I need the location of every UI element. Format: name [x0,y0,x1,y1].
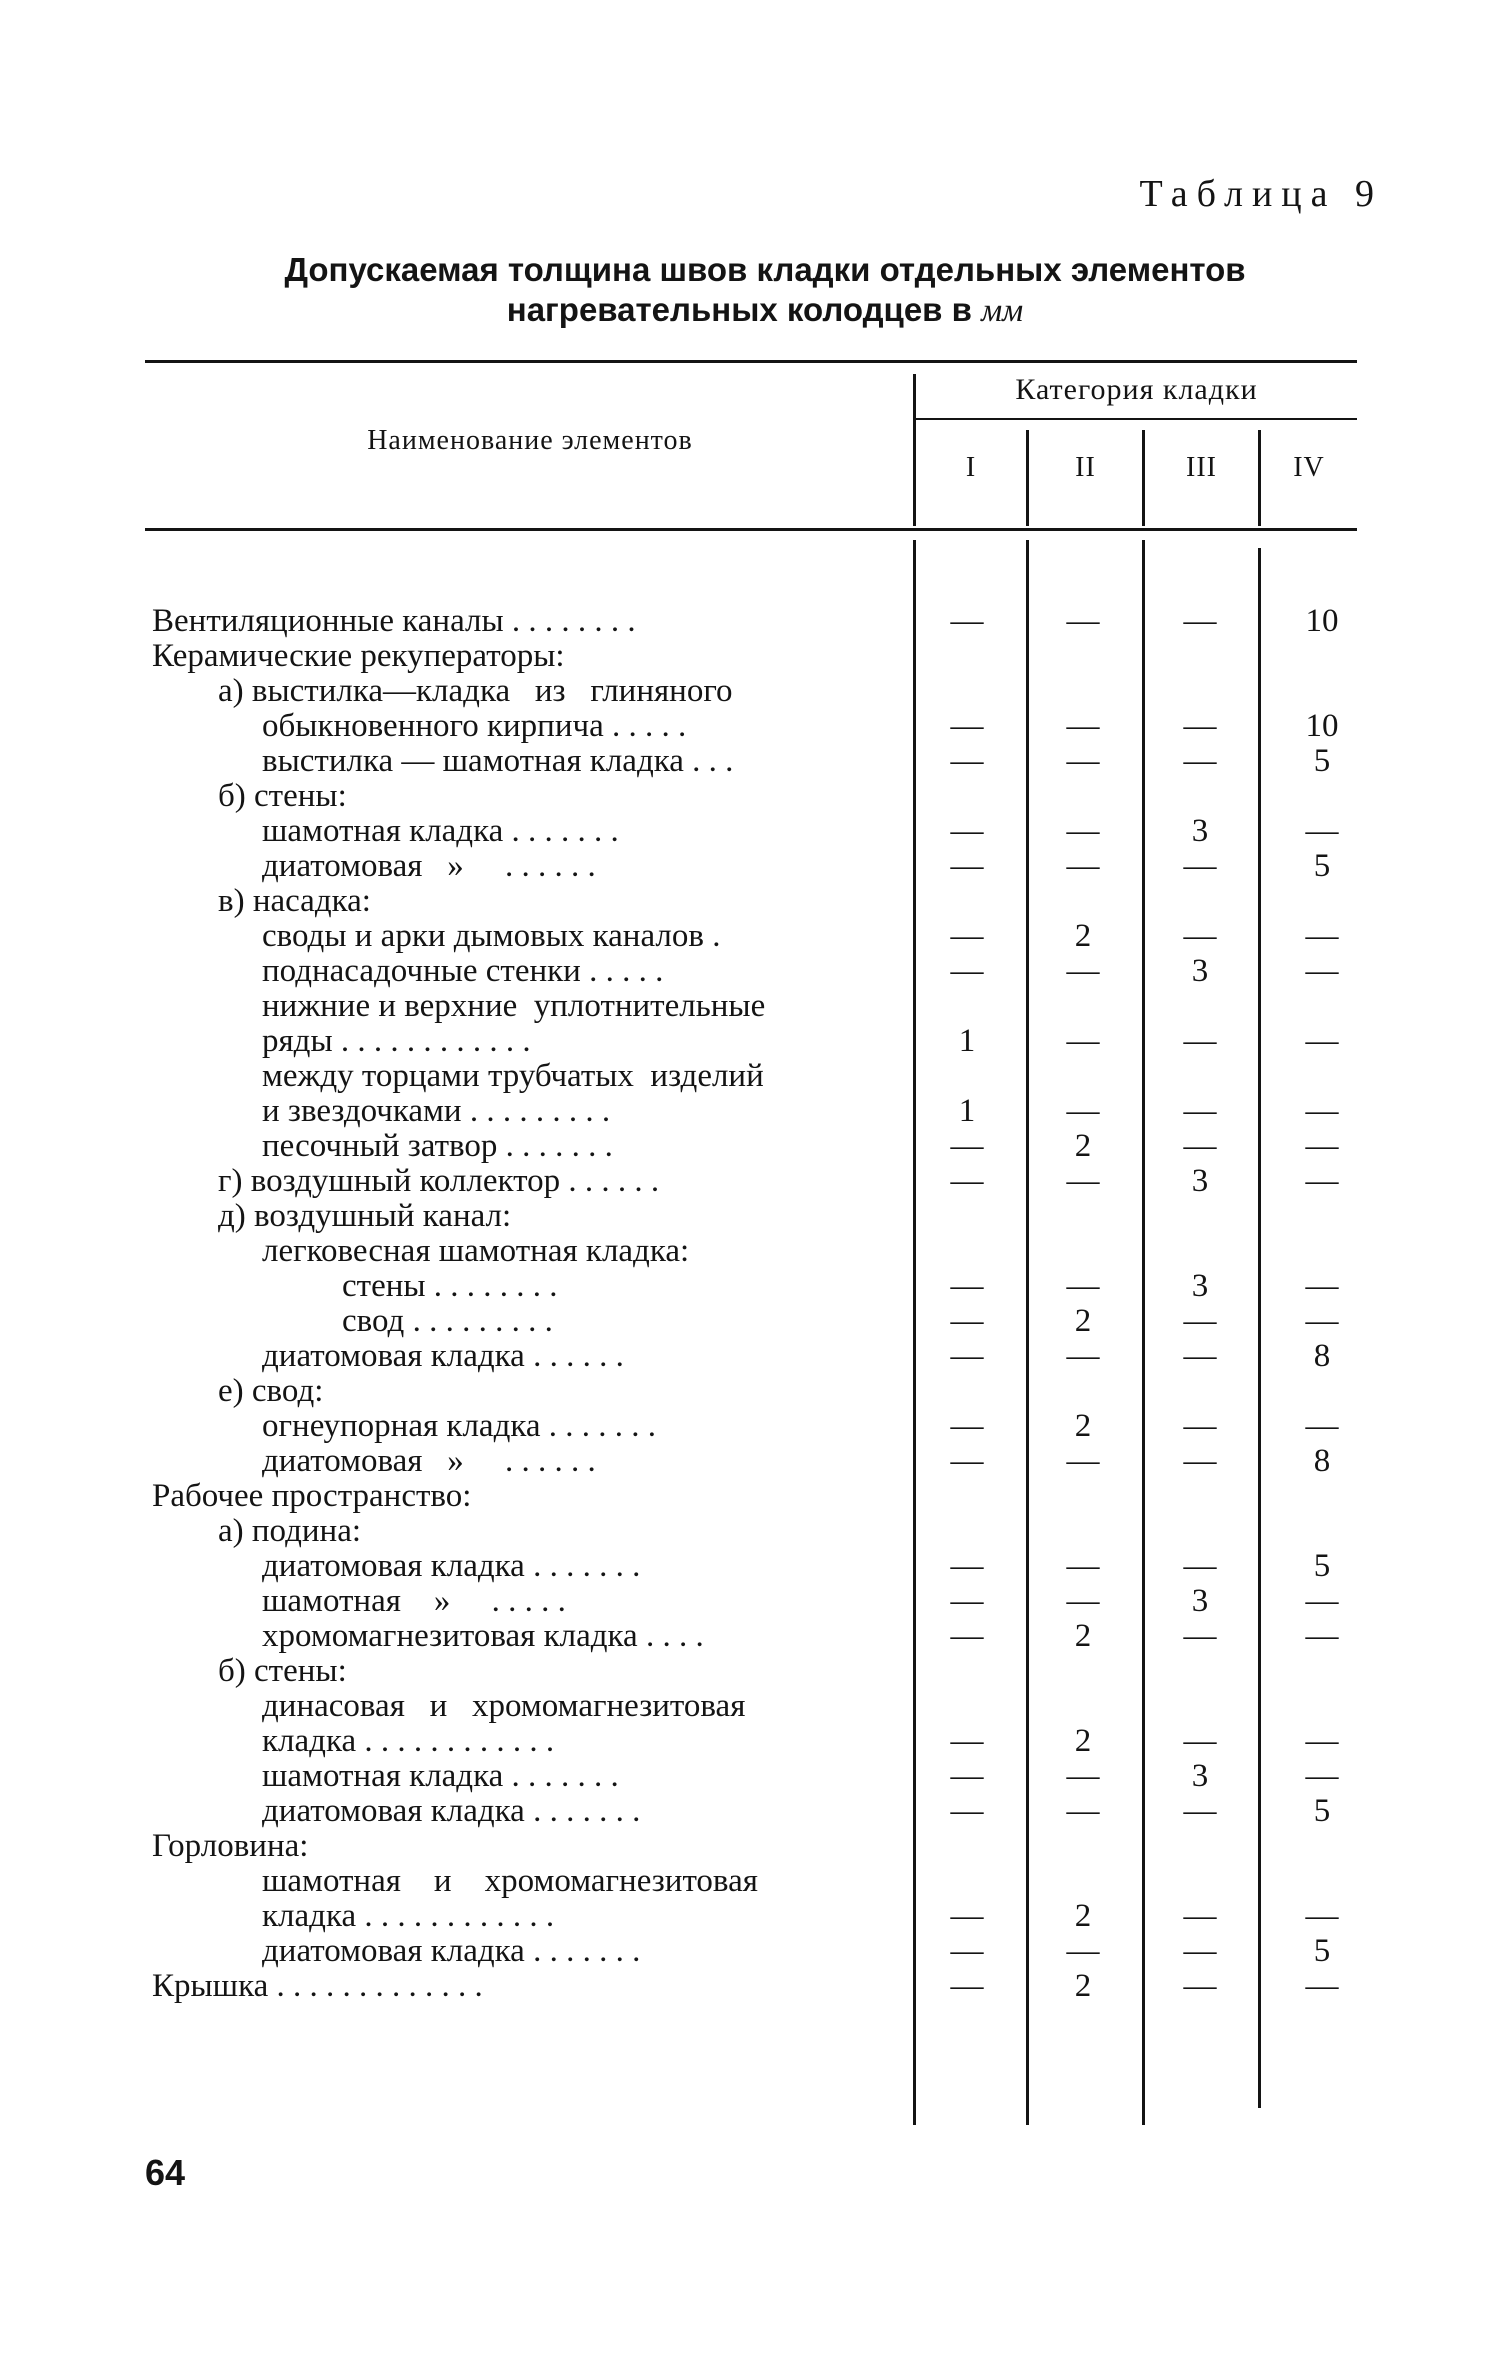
table-row [152,639,1372,674]
table-row [152,1724,1372,1759]
caption-unit: мм [981,293,1024,329]
row-value-category-I: — [950,1968,984,2004]
row-value-category-IV: — [1305,813,1339,849]
row-value-category-IV: 5 [1313,1548,1331,1584]
table-row [152,1899,1372,1934]
row-value-category-III: — [1183,1968,1217,2004]
row-element-name-text: а) выстилка—кладка из глиняного [218,673,733,709]
row-element-name-text: поднасадочные стенки . . . . . [262,953,664,989]
row-value-category-III: — [1183,1723,1217,1759]
row-element-name-text: б) стены: [218,1653,347,1689]
header-category-III: III [1186,452,1217,483]
row-element-name-text: б) стены: [218,778,347,814]
row-value-category-I: 1 [958,1093,976,1129]
row-value-category-IV: — [1305,1583,1339,1619]
header-name-column: Наименование элементов [367,425,693,456]
row-value-category-IV: — [1305,1163,1339,1199]
row-value-category-III: — [1183,1303,1217,1339]
row-element-name-text: Вентиляционные каналы . . . . . . . . [152,603,636,639]
row-value-category-IV: — [1305,953,1339,989]
table-top-rule [145,360,1357,363]
row-value-category-IV: — [1305,1303,1339,1339]
row-value-category-II: 2 [1074,1723,1092,1759]
row-value-category-I: — [950,1723,984,1759]
table-row [152,1549,1372,1584]
table-row [152,1339,1372,1374]
row-value-category-I: — [950,848,984,884]
row-value-category-I: — [950,603,984,639]
row-value-category-I: — [950,953,984,989]
table-label: Таблица 9 [1139,173,1383,215]
table-row [152,674,1372,709]
category-group-rule [916,418,1357,420]
row-element-name-text: шамотная кладка . . . . . . . [262,813,619,849]
table-row [152,1409,1372,1444]
row-value-category-I: — [950,1758,984,1794]
row-value-category-I: — [950,743,984,779]
row-element-name-text: в) насадка: [218,883,371,919]
table-row [152,1514,1372,1549]
row-value-category-IV: 10 [1305,603,1339,639]
row-value-category-II: — [1066,603,1100,639]
row-element-name-text: диатомовая кладка . . . . . . [262,1338,624,1374]
row-value-category-II: — [1066,743,1100,779]
row-value-category-IV: 5 [1313,743,1331,779]
table-row [152,1269,1372,1304]
row-value-category-I: — [950,1443,984,1479]
row-value-category-III: 3 [1191,1163,1209,1199]
table-row [152,1094,1372,1129]
row-value-category-II: — [1066,1793,1100,1829]
table-row [152,1864,1372,1899]
row-value-category-IV: — [1305,1968,1339,2004]
row-value-category-III: — [1183,918,1217,954]
row-value-category-III: — [1183,708,1217,744]
row-value-category-III: — [1183,1618,1217,1654]
row-value-category-I: — [950,1618,984,1654]
row-element-name-text: ряды . . . . . . . . . . . . [262,1023,531,1059]
row-value-category-II: 2 [1074,1408,1092,1444]
page-number: 64 [145,2152,186,2193]
row-value-category-II: — [1066,708,1100,744]
row-element-name-text: хромомагнезитовая кладка . . . . [262,1618,704,1654]
row-value-category-III: — [1183,1408,1217,1444]
row-value-category-IV: 8 [1313,1338,1331,1374]
row-value-category-I: — [950,1268,984,1304]
row-value-category-II: — [1066,848,1100,884]
row-value-category-IV: — [1305,1093,1339,1129]
row-value-category-III: — [1183,1548,1217,1584]
row-value-category-III: — [1183,1443,1217,1479]
row-value-category-II: 2 [1074,1618,1092,1654]
row-element-name-text: свод . . . . . . . . . [342,1303,553,1339]
row-element-name-text: Крышка . . . . . . . . . . . . . [152,1968,483,2004]
table-row [152,1934,1372,1969]
table-row [152,954,1372,989]
table-row [152,919,1372,954]
row-element-name-text: нижние и верхние уплотнительные [262,988,766,1024]
row-value-category-II: — [1066,953,1100,989]
row-value-category-IV: — [1305,1898,1339,1934]
row-value-category-II: 2 [1074,1303,1092,1339]
table-row [152,1794,1372,1829]
row-value-category-III: 3 [1191,953,1209,989]
table-row [152,1444,1372,1479]
row-value-category-II: 2 [1074,1968,1092,2004]
row-element-name-text: Горловина: [152,1828,309,1864]
table-row [152,1024,1372,1059]
row-value-category-I: — [950,1548,984,1584]
row-element-name-text: г) воздушный коллектор . . . . . . [218,1163,660,1199]
row-value-category-IV: — [1305,1723,1339,1759]
caption-line-2-text: нагревательных колодцев в [506,291,972,328]
table-row [152,1129,1372,1164]
row-value-category-III: 3 [1191,1268,1209,1304]
row-value-category-I: — [950,1583,984,1619]
row-element-name-text: выстилка — шамотная кладка . . . [262,743,734,779]
table-row [152,1304,1372,1339]
row-value-category-III: — [1183,848,1217,884]
row-element-name-text: а) подина: [218,1513,362,1549]
row-element-name-text: стены . . . . . . . . [342,1268,558,1304]
table-row [152,1759,1372,1794]
row-value-category-II: — [1066,1548,1100,1584]
row-element-name-text: легковесная шамотная кладка: [262,1233,690,1269]
row-value-category-III: — [1183,1933,1217,1969]
row-value-category-III: — [1183,1793,1217,1829]
table-row [152,709,1372,744]
row-value-category-II: — [1066,1093,1100,1129]
row-value-category-II: 2 [1074,1898,1092,1934]
row-element-name-text: диатомовая кладка . . . . . . . [262,1793,641,1829]
row-element-name-text: огнеупорная кладка . . . . . . . [262,1408,657,1444]
row-value-category-I: — [950,1408,984,1444]
row-value-category-II: — [1066,1443,1100,1479]
row-value-category-IV: — [1305,1618,1339,1654]
table-row [152,1619,1372,1654]
row-value-category-IV: 5 [1313,1933,1331,1969]
row-value-category-III: — [1183,1093,1217,1129]
row-element-name-text: диатомовая кладка . . . . . . . [262,1548,641,1584]
table-row [152,814,1372,849]
row-value-category-III: — [1183,743,1217,779]
table-row [152,1584,1372,1619]
row-value-category-I: 1 [958,1023,976,1059]
table-row [152,884,1372,919]
row-element-name-text: шамотная кладка . . . . . . . [262,1758,619,1794]
row-value-category-IV: 5 [1313,848,1331,884]
row-value-category-I: — [950,1338,984,1374]
row-value-category-II: — [1066,1268,1100,1304]
header-category-IV: IV [1293,452,1325,483]
row-value-category-III: — [1183,1898,1217,1934]
row-element-name-text: своды и арки дымовых каналов . [262,918,721,954]
row-value-category-IV: — [1305,1023,1339,1059]
row-element-name-text: шамотная и хромомагнезитовая [262,1863,758,1899]
table-row [152,1164,1372,1199]
row-value-category-I: — [950,708,984,744]
row-value-category-I: — [950,1303,984,1339]
row-element-name-text: д) воздушный канал: [218,1198,512,1234]
row-value-category-I: — [950,1793,984,1829]
table-row [152,1374,1372,1409]
row-element-name-text: диатомовая » . . . . . . [262,848,596,884]
caption-line-2 [180,290,1350,331]
row-value-category-IV: 5 [1313,1793,1331,1829]
row-value-category-II: 2 [1074,918,1092,954]
row-element-name-text: кладка . . . . . . . . . . . . [262,1898,555,1934]
row-value-category-III: 3 [1191,1583,1209,1619]
table-row [152,1689,1372,1724]
row-element-name-text: Рабочее пространство: [152,1478,472,1514]
row-value-category-IV: — [1305,1758,1339,1794]
row-value-category-I: — [950,1898,984,1934]
row-element-name-text: кладка . . . . . . . . . . . . [262,1723,555,1759]
row-element-name-text: шамотная » . . . . . [262,1583,566,1619]
row-value-category-IV: — [1305,1128,1339,1164]
table-row [152,1829,1372,1864]
row-element-name-text: песочный затвор . . . . . . . [262,1128,613,1164]
row-value-category-II: — [1066,1758,1100,1794]
table-row [152,989,1372,1024]
table-row [152,1234,1372,1269]
row-element-name-text: Керамические рекуператоры: [152,638,565,674]
row-element-name-text: между торцами трубчатых изделий [262,1058,764,1094]
header-category-I: I [965,452,977,483]
row-value-category-II: 2 [1074,1128,1092,1164]
row-value-category-IV: 10 [1305,708,1339,744]
table-body [152,604,1372,2004]
row-value-category-II: — [1066,813,1100,849]
row-value-category-III: 3 [1191,813,1209,849]
row-value-category-II: — [1066,1338,1100,1374]
row-value-category-II: — [1066,1583,1100,1619]
table-row [152,1199,1372,1234]
row-element-name-text: обыкновенного кирпича . . . . . [262,708,687,744]
row-value-category-I: — [950,1933,984,1969]
row-element-name-text: диатомовая кладка . . . . . . . [262,1933,641,1969]
table-row [152,779,1372,814]
row-element-name-text: е) свод: [218,1373,324,1409]
row-element-name-text: и звездочками . . . . . . . . . [262,1093,611,1129]
row-value-category-I: — [950,1163,984,1199]
header-category-group: Категория кладки [1015,373,1258,406]
row-value-category-III: — [1183,1023,1217,1059]
row-value-category-III: — [1183,1128,1217,1164]
table-caption [180,250,1350,331]
table-row [152,849,1372,884]
caption-line-1: Допускаемая толщина швов кладки отдельных элементов [284,251,1246,288]
row-value-category-III: — [1183,1338,1217,1374]
row-value-category-IV: — [1305,918,1339,954]
table-row [152,1969,1372,2004]
row-value-category-I: — [950,813,984,849]
table-row [152,604,1372,639]
row-value-category-II: — [1066,1163,1100,1199]
header-category-II: II [1075,452,1096,483]
row-value-category-II: — [1066,1023,1100,1059]
row-value-category-IV: — [1305,1408,1339,1444]
table-row [152,1654,1372,1689]
table-row [152,1479,1372,1514]
row-value-category-III: — [1183,603,1217,639]
row-value-category-IV: 8 [1313,1443,1331,1479]
row-value-category-I: — [950,918,984,954]
table-row [152,1059,1372,1094]
header-bottom-rule [145,528,1357,531]
row-element-name-text: динасовая и хромомагнезитовая [262,1688,746,1724]
row-value-category-I: — [950,1128,984,1164]
row-value-category-II: — [1066,1933,1100,1969]
row-value-category-IV: — [1305,1268,1339,1304]
table-row [152,744,1372,779]
row-element-name-text: диатомовая » . . . . . . [262,1443,596,1479]
row-value-category-III: 3 [1191,1758,1209,1794]
